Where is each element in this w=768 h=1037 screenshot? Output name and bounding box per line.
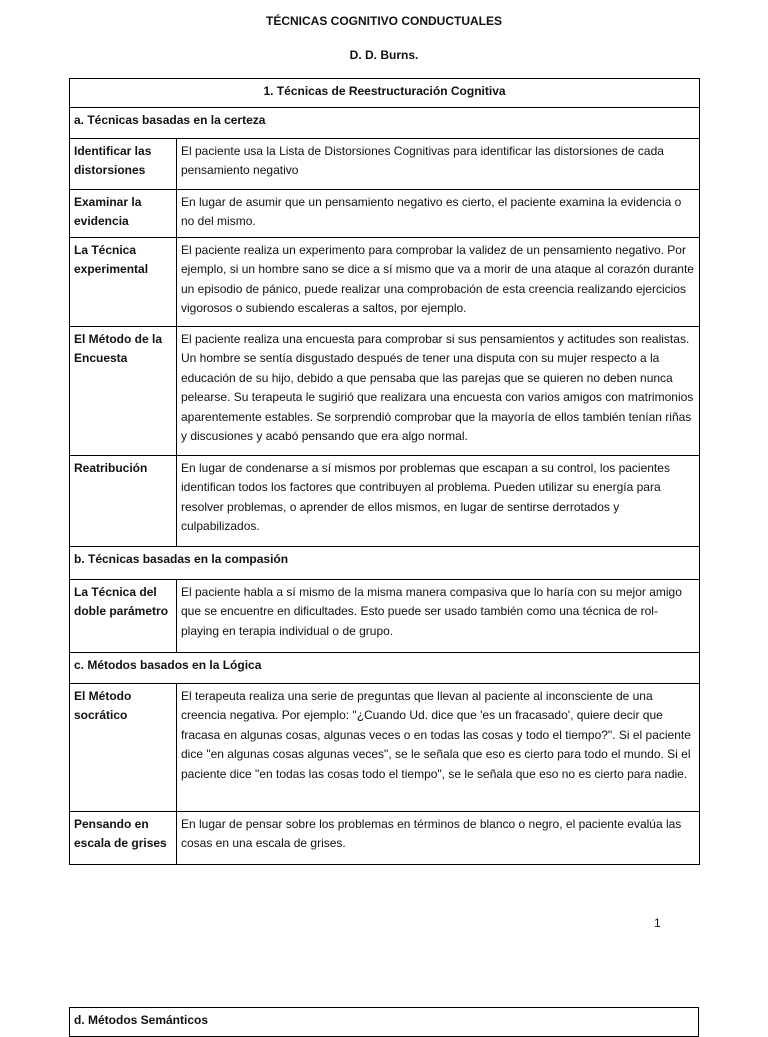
section-heading-row — [70, 546, 700, 579]
row-text: El terapeuta realiza una serie de preguntas que llevan al paciente al inconsciente de una creencia negativa. Por ejemplo: "¿Cuando Ud. dice que 'es un fracasado', quiere decir que fracasa en algunas cosas, algunas veces o en todas las cosas y todo el tiempo?". Si el paciente dice "en algunas cosas algunas veces", se le señala que eso es cierto para todo el mundo. Si el paciente dice "en todas las cosas todo el tiempo", se le señala que eso no es cierto para nadie. — [177, 683, 700, 811]
section-heading-compasion: b. Técnicas basadas en la compasión — [70, 546, 700, 579]
section-heading-row — [70, 652, 700, 683]
section-heading-semanticos: d. Métodos Semánticos — [70, 1008, 699, 1037]
row-label: La Técnica del doble parámetro — [70, 579, 177, 652]
table-row — [70, 189, 700, 237]
section-heading-row — [70, 107, 700, 138]
row-label: Reatribución — [70, 455, 177, 546]
row-label: Pensando en escala de grises — [70, 811, 177, 864]
table-row — [70, 579, 700, 652]
section-heading-row — [70, 1008, 699, 1037]
section-heading-logica: c. Métodos basados en la Lógica — [70, 652, 700, 683]
table-row — [70, 326, 700, 455]
table-row — [70, 683, 700, 811]
techniques-table — [69, 78, 700, 865]
row-label: Identificar las distorsiones — [70, 138, 177, 189]
row-label: La Técnica experimental — [70, 237, 177, 326]
row-text: En lugar de asumir que un pensamiento negativo es cierto, el paciente examina la evidencia o no del mismo. — [177, 189, 700, 237]
table-title-row — [70, 79, 700, 108]
row-label: El Método de la Encuesta — [70, 326, 177, 455]
page-number: 1 — [654, 916, 661, 930]
table-title: 1. Técnicas de Reestructuración Cognitiva — [70, 79, 700, 108]
semantic-methods-table — [69, 1007, 699, 1037]
document-author: D. D. Burns. — [349, 48, 419, 62]
row-label: Examinar la evidencia — [70, 189, 177, 237]
table-row — [70, 455, 700, 546]
row-text: El paciente realiza un experimento para comprobar la validez de un pensamiento negativo. Por ejemplo, si un hombre sano se dice a sí mismo que va a morir de una ataque al corazón durante un episodio de pánico, puede realizar una comprobación de esta creencia realizando ejercicios vigorosos o subiendo escaleras a saltos, por ejemplo. — [177, 237, 700, 326]
row-text: En lugar de pensar sobre los problemas en términos de blanco o negro, el paciente evalúa las cosas en una escala de grises. — [177, 811, 700, 864]
table-row — [70, 138, 700, 189]
row-text: El paciente habla a sí mismo de la misma manera compasiva que lo haría con su mejor amigo que se encuentre en dificultades. Esto puede ser usado también como una técnica de rol-playing en terapia individual o de grupo. — [177, 579, 700, 652]
row-text: El paciente realiza una encuesta para comprobar si sus pensamientos y actitudes son realistas. Un hombre se sentía disgustado después de tener una disputa con su mujer respecto a la educación de su hijo, debido a que pensaba que las parejas que se quieren no deben nunca pelearse. Su terapeuta le sugirió que realizara una encuesta con varios amigos con matrimonios aparentemente estables. Se sorprendió comprobar que la mayoría de ellos también tenían riñas y discusiones y acabó pensando que era algo normal. — [177, 326, 700, 455]
table-row — [70, 237, 700, 326]
section-heading-certeza: a. Técnicas basadas en la certeza — [70, 107, 700, 138]
row-label: El Método socrático — [70, 683, 177, 811]
row-text: El paciente usa la Lista de Distorsiones Cognitivas para identificar las distorsiones de cada pensamiento negativo — [177, 138, 700, 189]
document-title: TÉCNICAS COGNITIVO CONDUCTUALES — [265, 14, 502, 28]
table-row — [70, 811, 700, 864]
row-text: En lugar de condenarse a sí mismos por problemas que escapan a su control, los pacientes identifican todos los factores que contribuyen al problema. Pueden utilizar su energía para resolver problemas, o aprender de ellos mismos, en lugar de sentirse derrotados y culpabilizados. — [177, 455, 700, 546]
